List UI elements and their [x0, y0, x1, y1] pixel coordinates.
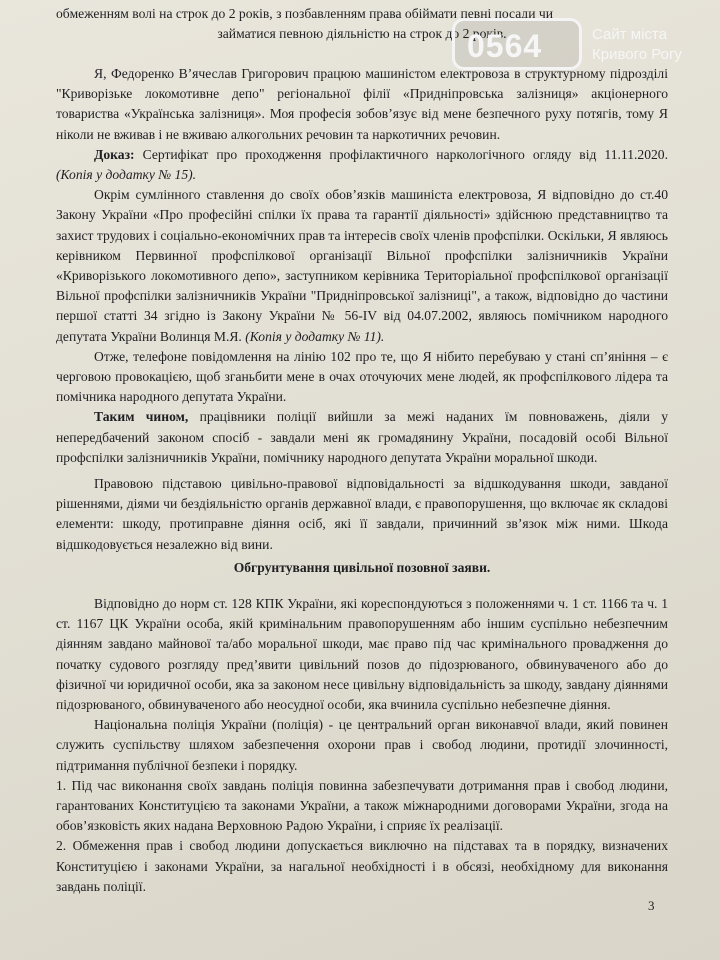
watermark-caption-1: Сайт міста	[592, 26, 667, 43]
union-copy: (Копія у додатку № 11).	[241, 328, 385, 344]
watermark-badge	[452, 18, 582, 70]
watermark-number: 0564	[467, 28, 543, 64]
proof-label: Доказ:	[94, 146, 135, 162]
site-watermark	[452, 14, 710, 80]
paragraph-phone: Отже, телефоне повідомлення на лінію 102 про те, що Я нібито перебуваю у стані сп’яніння – є черговою провокацією, щоб зганьбити мене в очах оточуючих мене людей, як профспілкового лідера та помічника народного депутата України.	[56, 348, 668, 405]
proof-copy: (Копія у додатку № 15).	[56, 167, 197, 183]
paragraph-fedorenko: Я, Федоренко В’ячеслав Григорович працюю машиністом електровоза в структурному підрозділі "Криворізьке локомотивне депо" регіональної філії «Придніпровська залізниця» акціонерного товариства «Українська залізниця». Моя професія зобов’язує від мене безпечного руху потягів, тому Я ніколи не вживав і не вживаю алкогольних речовин та наркотичних речовин.	[56, 66, 668, 142]
proof-text: Сертифікат про проходження профілактичного наркологічного огляду від 11.11.2020.	[134, 146, 668, 162]
list-item-2: 2. Обмеження прав і свобод людини допускається виключно на підставах та в порядку, визначених Конституцією і законами України, за нагальної необхідності і в обсязі, необхідному для виконання завдань поліції.	[56, 838, 668, 894]
body-top	[56, 64, 668, 555]
top-line-2: займатися певною діяльністю на строк до 2 років.	[217, 26, 507, 42]
list-item-1: 1. Під час виконання своїх завдань поліція повинна забезпечувати дотримання прав і свобод людини, гарантованих Конституцією та законами України, а також міжнародними договорами України, згода на обов’язковість яких надана Верховною Радою України, і сприяє їх реалізації.	[56, 777, 668, 834]
paragraph-union	[56, 185, 668, 347]
page-number: 3	[648, 898, 655, 913]
thus-label: Таким чином,	[94, 409, 189, 425]
paragraph-legal: Правовою підставою цивільно-правової відповідальності за відшкодування шкоди, завданої рішеннями, діями чи бездіяльністю органів державної влади, є правопорушення, що включає як складові елементи: шкоду, протиправне діяння осіб, які її завдали, причинний зв’язок між ними. Шкода відшкодовується незалежно від вини.	[56, 476, 668, 552]
thus-text: працівники поліції вийшли за межі наданих їм повноважень, діяли у непередбачений законом спосіб - завдали мені як громадянину України, посадовій особі Вільної профспілки залізничників України, помічнику народного депутата України моральної шкоди.	[56, 409, 668, 465]
watermark-caption-2: Кривого Рогу	[592, 46, 682, 63]
paragraph-thus	[56, 407, 668, 468]
paragraph-police: Національна поліція України (поліція) - це центральний орган виконавчої влади, який повинен служить суспільству шляхом забезпечення охорони прав і свобод людини, протидії злочинності, підтримання публічної безпеки і порядку.	[56, 717, 668, 773]
paragraph-proof	[56, 145, 668, 185]
section-heading: Обгрунтування цивільної позовної заяви.	[233, 560, 491, 575]
body-bottom	[56, 594, 668, 897]
paragraph-norms: Відповідно до норм ст. 128 КПК України, які кореспондуються з положеннями ч. 1 ст. 1166 та ч. 1 ст. 1167 ЦК України особа, якій кримінальним правопорушенням або іншим суспільно небезпечним діянням завдано майнової та/або моральної шкоди, має право під час кримінального провадження до початку судового розгляду пред’явити цивільний позов до підозрюваного, обвинуваченого або до фізичної чи юридичної особи, яка за законом несе цивільну відповідальність за шкоду, завдану діяннями підозрюваного, обвинуваченого або неосудної особи, яка вчинила суспільно небезпечне діяння.	[56, 596, 668, 713]
top-line-1: обмеженням волі на строк до 2 років, з позбавленням права обіймати певні посади чи	[56, 6, 553, 21]
union-text: Окрім сумлінного ставлення до своїх обов’язків машиніста електровоза, Я відповідно до ст.40 Закону України «Про професійні спілки їх права та гарантії діяльності» здійснюю представництво та захист трудових і соціально-економічних прав та інтересів своїх членів профспілки. Оскільки, Я являюсь керівником Первинної профспілкової організації Вільної профспілки залізничників України «Криворізького локомотивного депо», заступником керівника Територіальної профспілкової організації Вільної профспілки залізничників України "Придніпровської залізниці", а також, відповідно до частини першої статті 34 згідно із Закону України № 56-IV від 04.07.2002, являюсь помічником народного депутата України Волинця М.Я.	[56, 187, 668, 344]
